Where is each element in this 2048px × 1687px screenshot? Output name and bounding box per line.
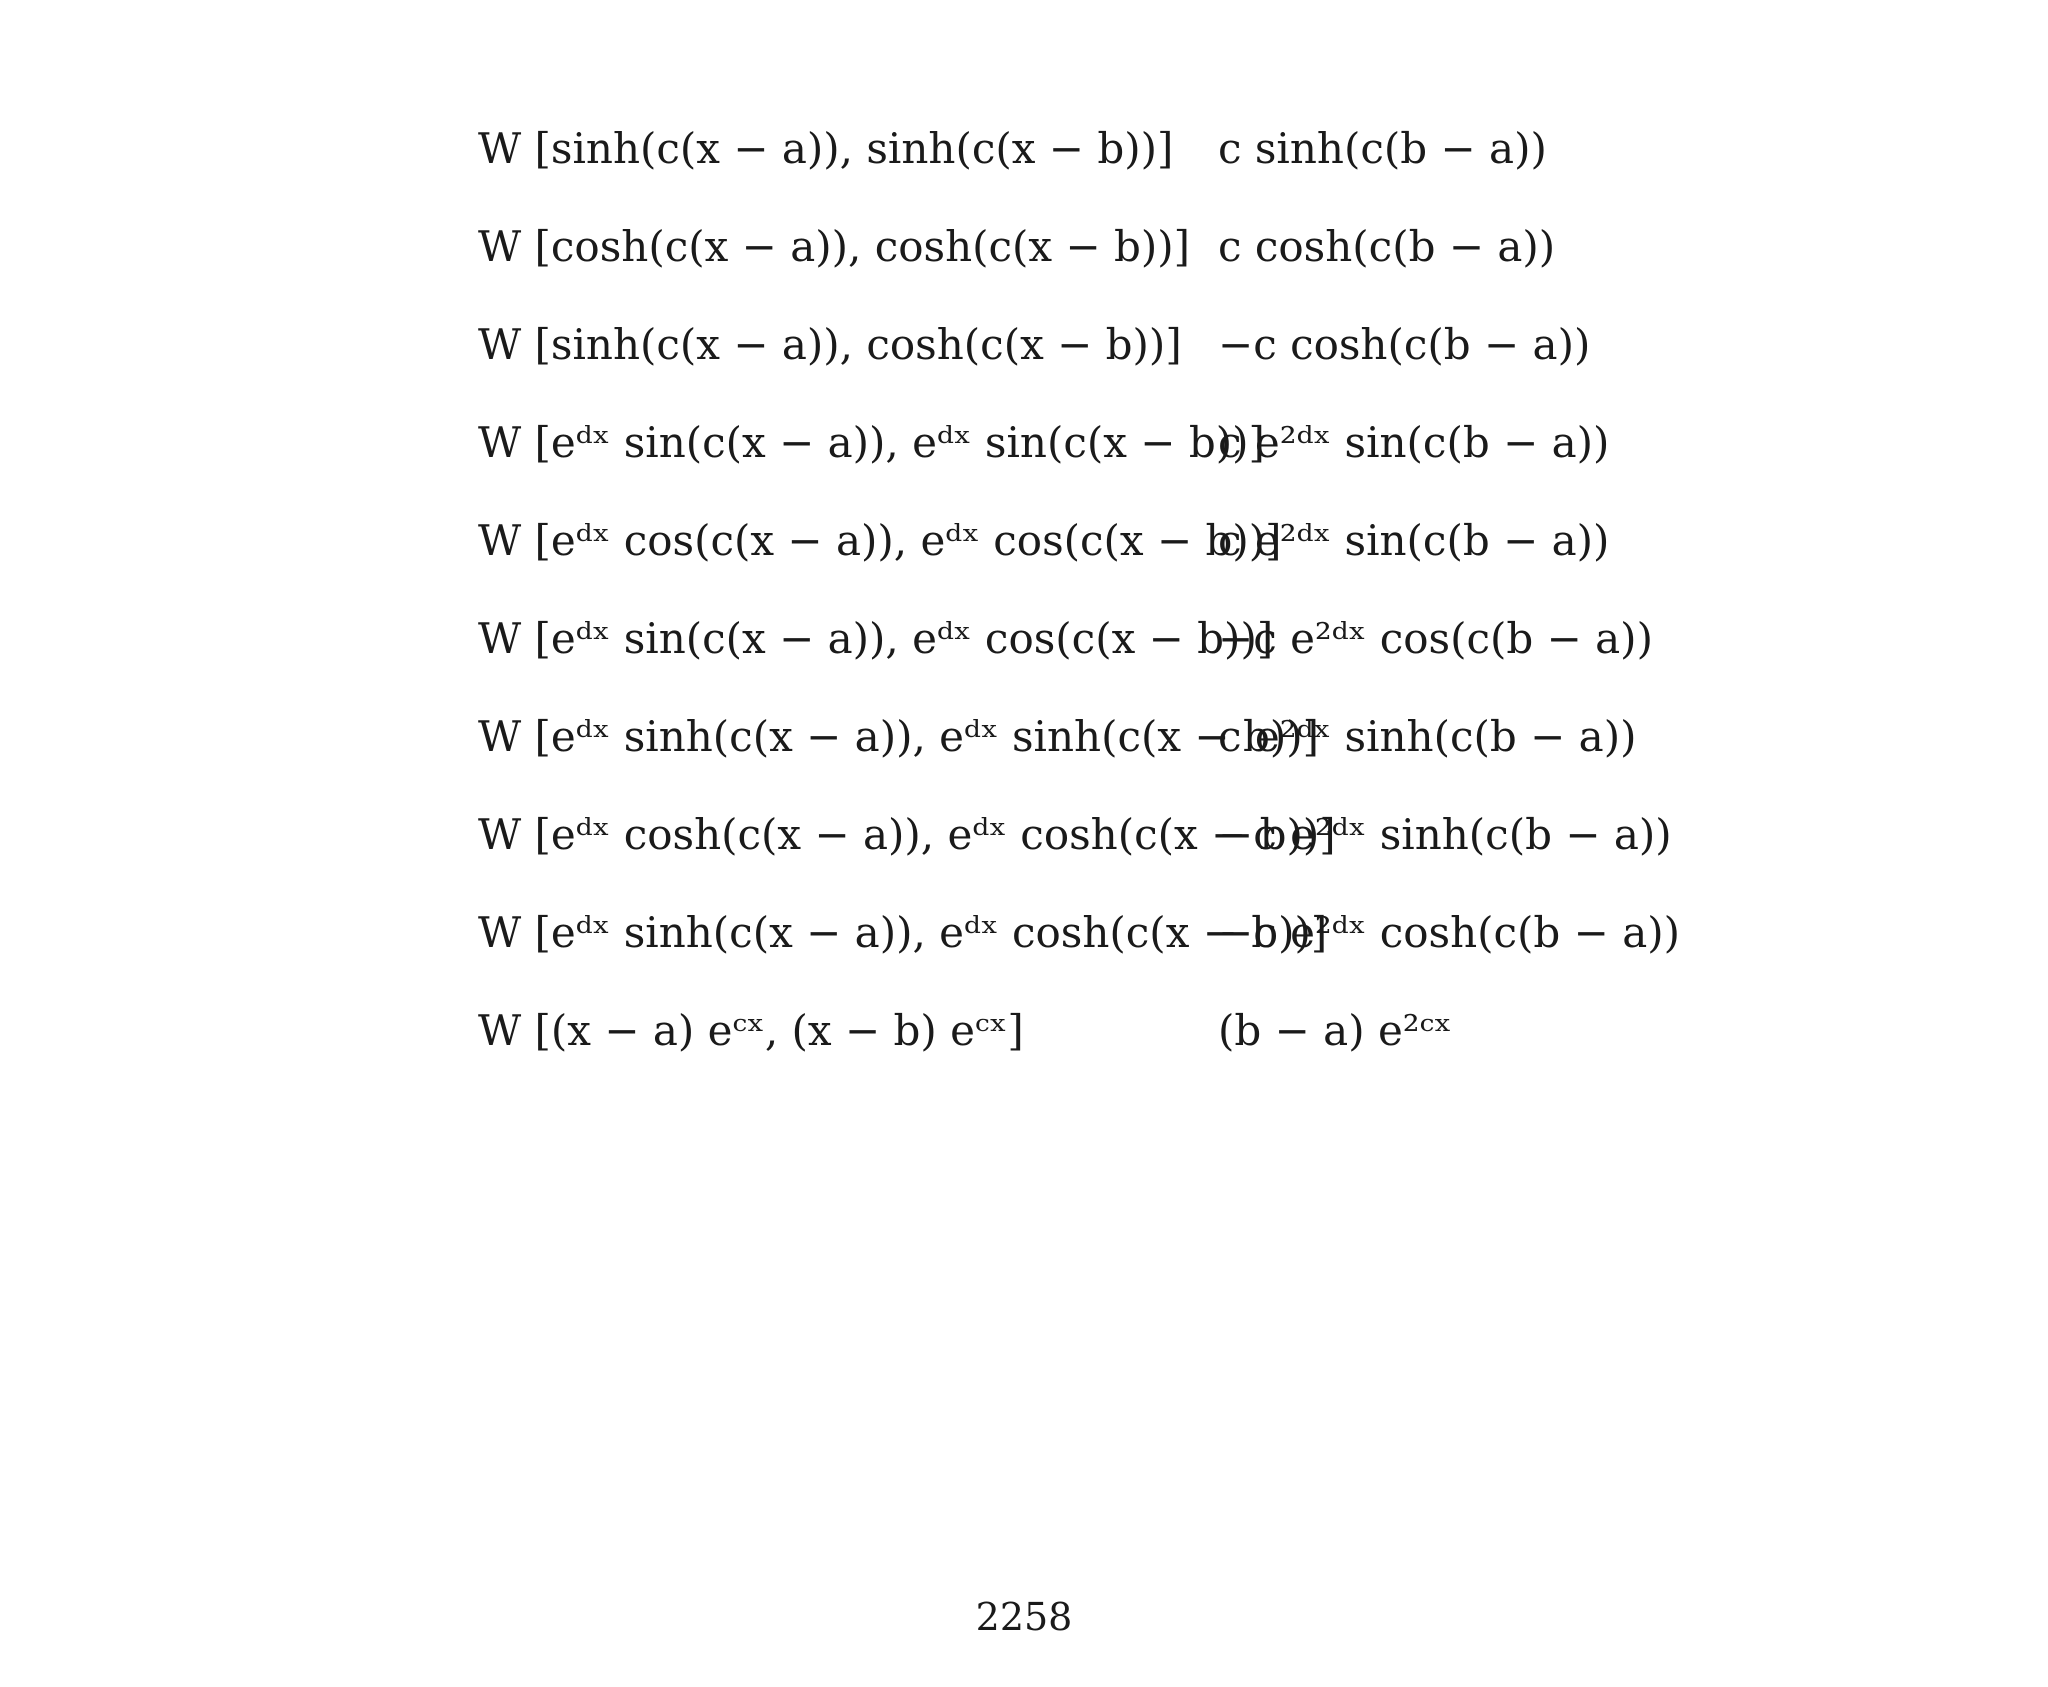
table-row bbox=[478, 394, 1608, 492]
wronskian-value: −c e²ᵈˣ cosh(c(b − a)) bbox=[1218, 908, 1680, 957]
table-row bbox=[478, 884, 1680, 982]
wronskian-expression: W [eᵈˣ sin(c(x − a)), eᵈˣ cos(c(x − b))] bbox=[478, 614, 1274, 663]
table-row bbox=[478, 786, 1672, 884]
wronskian-value: c cosh(c(b − a)) bbox=[1218, 222, 1556, 271]
wronskian-expression: W [sinh(c(x − a)), sinh(c(x − b))] bbox=[478, 124, 1174, 173]
wronskian-value: −c e²ᵈˣ sinh(c(b − a)) bbox=[1218, 810, 1672, 859]
wronskian-value: (b − a) e²ᶜˣ bbox=[1218, 1006, 1452, 1055]
wronskian-expression: W [eᵈˣ sin(c(x − a)), eᵈˣ sin(c(x − b))] bbox=[478, 418, 1265, 467]
table-row bbox=[478, 492, 1608, 590]
wronskian-expression: W [eᵈˣ sinh(c(x − a)), eᵈˣ sinh(c(x − b))] bbox=[478, 712, 1319, 761]
wronskian-value: −c cosh(c(b − a)) bbox=[1218, 320, 1591, 369]
wronskian-expression: W [(x − a) eᶜˣ, (x − b) eᶜˣ] bbox=[478, 1006, 1024, 1055]
wronskian-value: c e²ᵈˣ sin(c(b − a)) bbox=[1218, 418, 1610, 467]
wronskian-expression: W [sinh(c(x − a)), cosh(c(x − b))] bbox=[478, 320, 1182, 369]
table-row bbox=[478, 590, 1653, 688]
wronskian-value: c e²ᵈˣ sin(c(b − a)) bbox=[1218, 516, 1610, 565]
page-number: 2258 bbox=[975, 1595, 1073, 1639]
table-row bbox=[478, 296, 1608, 394]
wronskian-expression: W [eᵈˣ cos(c(x − a)), eᵈˣ cos(c(x − b))] bbox=[478, 516, 1282, 565]
wronskian-expression: W [cosh(c(x − a)), cosh(c(x − b))] bbox=[478, 222, 1191, 271]
table-row bbox=[478, 688, 1637, 786]
wronskian-value: −c e²ᵈˣ cos(c(b − a)) bbox=[1218, 614, 1653, 663]
wronskian-expression: W [eᵈˣ cosh(c(x − a)), eᵈˣ cosh(c(x − b))] bbox=[478, 810, 1336, 859]
wronskian-expression: W [eᵈˣ sinh(c(x − a)), eᵈˣ cosh(c(x − b))] bbox=[478, 908, 1328, 957]
wronskian-value: c sinh(c(b − a)) bbox=[1218, 124, 1547, 173]
wronskian-value: c e²ᵈˣ sinh(c(b − a)) bbox=[1218, 712, 1637, 761]
table-row bbox=[478, 198, 1608, 296]
table-row bbox=[478, 982, 1608, 1080]
wronskian-table bbox=[478, 100, 1680, 1080]
table-row bbox=[478, 100, 1608, 198]
